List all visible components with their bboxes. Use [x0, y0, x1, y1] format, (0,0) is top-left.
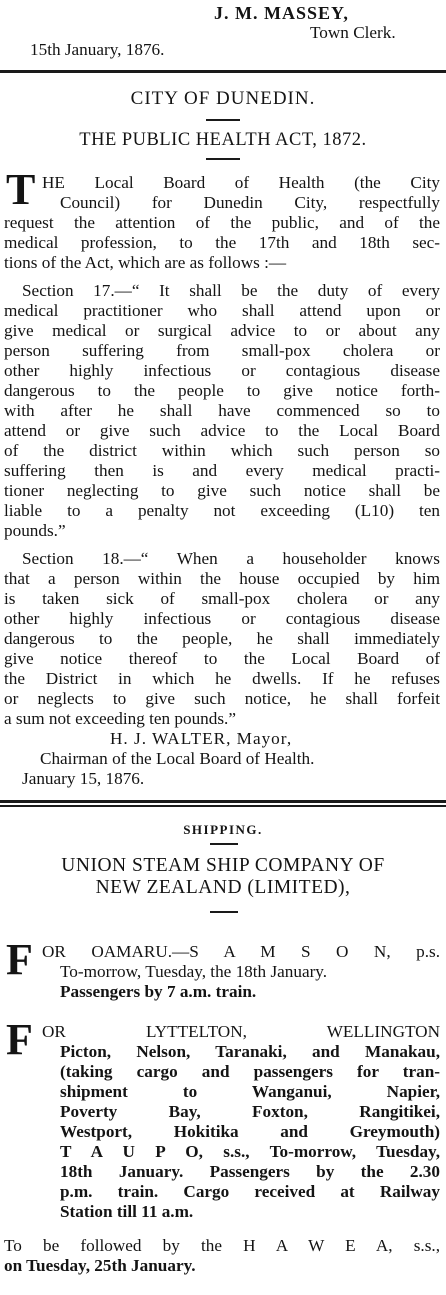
notice-dropcap: T: [6, 165, 36, 214]
lyttelton-line: OR LYTTELTON, WELLINGTON: [42, 1022, 440, 1041]
section-rule-lower: [0, 805, 446, 807]
followed-line: on Tuesday, 25th January.: [4, 1256, 196, 1275]
company-name-line2: NEW ZEALAND (LIMITED),: [95, 877, 351, 898]
lyttelton-line: 18th January. Passengers by the 2.30: [60, 1162, 440, 1181]
lyttelton-line: Poverty Bay, Foxton, Rangitikei,: [60, 1102, 440, 1121]
section17-line: liable to a penalty not exceeding (L10) ten: [4, 501, 440, 520]
lyttelton-line: Station till 11 a.m.: [60, 1202, 194, 1221]
section17-line: tioner neglecting to give such notice shall be: [4, 481, 440, 500]
clerk-name: J. M. MASSEY,: [214, 3, 349, 23]
section-rule-upper: [0, 800, 446, 803]
notice-intro-line: medical profession, to the 17th and 18th sec-: [4, 233, 440, 252]
clerk-title: Town Clerk.: [310, 23, 396, 42]
notice-date: January 15, 1876.: [22, 769, 145, 788]
section18-line: that a person within the house occupied by him: [4, 569, 440, 588]
section17-line: person suffering from small-pox cholera or: [4, 341, 440, 360]
company-name-line1: UNION STEAM SHIP COMPANY OF: [61, 855, 385, 876]
clerk-date: 15th January, 1876.: [30, 40, 165, 59]
section17-line: suffering then is and every medical practi-: [4, 461, 440, 480]
lyttelton-line: Westport, Hokitika and Greymouth): [60, 1122, 440, 1141]
section17-line: attend or give such advice to the Local Board: [4, 421, 440, 440]
section18-line: Section 18.—“ When a householder knows: [22, 549, 440, 568]
oamaru-line: To-morrow, Tuesday, the 18th January.: [60, 962, 328, 981]
mayor-signature: H. J. WALTER, Mayor,: [110, 729, 293, 748]
followed-line: To be followed by the H A W E A, s.s.,: [4, 1236, 440, 1255]
section17-line: pounds.”: [4, 521, 66, 540]
shipping-heading-dash: [210, 843, 238, 845]
oamaru-line: OR OAMARU.—S A M S O N, p.s.: [42, 942, 440, 961]
notice-subheading: THE PUBLIC HEALTH ACT, 1872.: [79, 130, 367, 150]
section18-line: the District in which he dwells. If he refuses: [4, 669, 440, 688]
section18-line: is taken sick of small-pox cholera or any: [4, 589, 440, 608]
notice-heading-dash: [206, 119, 240, 121]
notice-intro-line: Council) for Dunedin City, respectfully: [60, 193, 440, 212]
section17-line: medical practitioner who shall attend upon or: [4, 301, 440, 320]
lyttelton-line: (taking cargo and passengers for tran-: [60, 1062, 440, 1081]
oamaru-dropcap: F: [6, 935, 33, 984]
section18-line: dangerous to the people, he shall immediately: [4, 629, 440, 648]
notice-intro-line: tions of the Act, which are as follows :—: [4, 253, 287, 272]
section17-line: Section 17.—“ It shall be the duty of every: [22, 281, 440, 300]
section18-line: or neglects to give such notice, he shall forfeit: [4, 689, 440, 708]
lyttelton-dropcap: F: [6, 1015, 33, 1064]
notice-subheading-dash: [206, 158, 240, 160]
lyttelton-line: p.m. train. Cargo received at Railway: [60, 1182, 440, 1201]
section18-line: a sum not exceeding ten pounds.”: [4, 709, 236, 728]
section17-line: give medical or surgical advice to or about any: [4, 321, 440, 340]
section17-line: with after he shall have commenced so to: [4, 401, 440, 420]
shipping-heading: SHIPPING.: [183, 822, 263, 837]
notice-heading: CITY OF DUNEDIN.: [130, 88, 316, 109]
notice-intro-line: request the attention of the public, and of the: [4, 213, 440, 232]
lyttelton-line: shipment to Wanganui, Napier,: [60, 1082, 440, 1101]
section18-line: other highly infectious or contagious disease: [4, 609, 440, 628]
notice-intro-line: HE Local Board of Health (the City: [42, 173, 440, 192]
section17-line: of the district within which such person so: [4, 441, 440, 460]
lyttelton-line: T A U P O, s.s., To-morrow, Tuesday,: [60, 1142, 440, 1161]
oamaru-line: Passengers by 7 a.m. train.: [60, 982, 257, 1001]
lyttelton-line: Picton, Nelson, Taranaki, and Manakau,: [60, 1042, 440, 1061]
company-dash: [210, 911, 238, 913]
top-rule: [0, 70, 446, 73]
section18-line: give notice thereof to the Local Board of: [4, 649, 440, 668]
mayor-role: Chairman of the Local Board of Health.: [40, 749, 315, 768]
section17-line: other highly infectious or contagious disease: [4, 361, 440, 380]
section17-line: dangerous to the people to give notice forth-: [4, 381, 440, 400]
